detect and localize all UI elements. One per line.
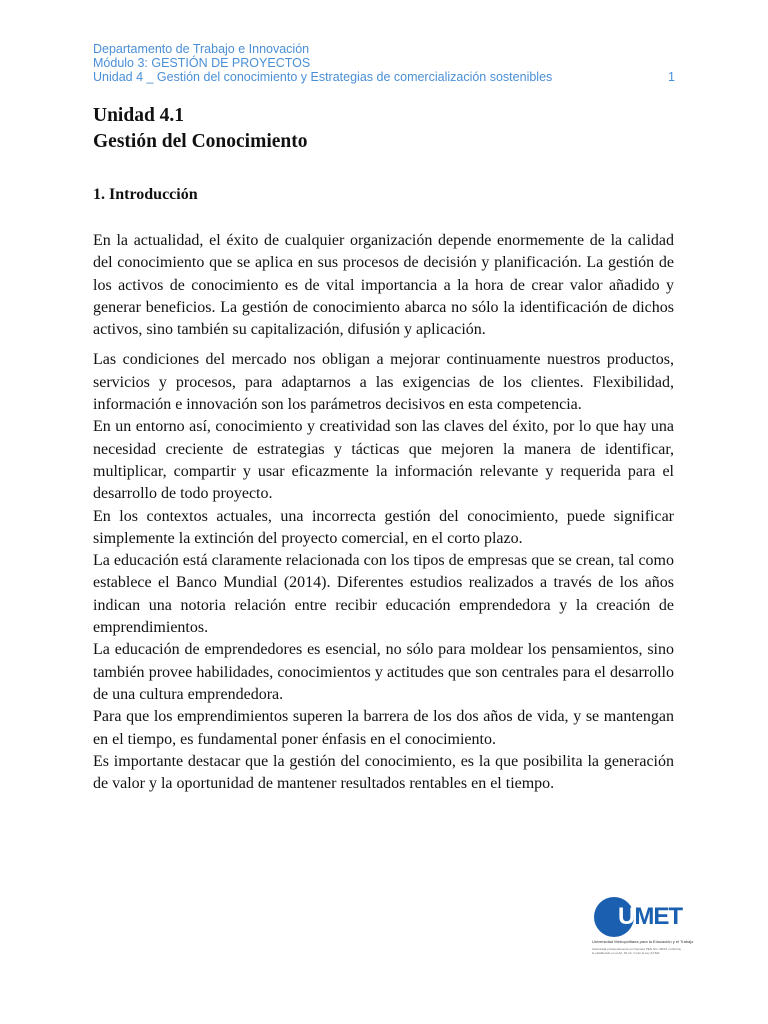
- paragraph: La educación de emprendedores es esencial, no sólo para moldear los pensamientos, sino también provee habilidades, conocimientos y actitudes que son centrales para el desarrollo de una cultura emprendedora.: [93, 641, 674, 703]
- section-heading: 1. Introducción: [93, 186, 198, 203]
- title-topic: Gestión del Conocimiento: [93, 131, 308, 152]
- logo-tagline: Universidad Metropolitana para la Educación y el Trabajo: [592, 939, 694, 944]
- paragraph: Para que los emprendimientos superen la barrera de los dos años de vida, y se mantengan en el tiempo, es fundamental poner énfasis en el conocimiento.: [93, 708, 674, 748]
- paragraph: Las condiciones del mercado nos obligan a mejorar continuamente nuestros productos, servicios y procesos, para adaptarnos a las exigencias de los clientes. Flexibilidad, información e innovación son los parámetros decisivos en esta competencia.: [93, 351, 674, 414]
- header-module: Módulo 3: GESTIÓN DE PROYECTOS: [93, 56, 311, 70]
- logo-fine-print: Autorizada provisoriamente por Decreto PEN Nro. 68/13, conforme lo establecido en el Art. 64 inc. C) de la Ley 24.521: [592, 947, 682, 955]
- page-header: [93, 42, 683, 84]
- paragraph: En los contextos actuales, una incorrecta gestión del conocimiento, puede significar simplemente la extinción del proyecto comercial, en el corto plazo.: [93, 507, 674, 547]
- paragraph: En la actualidad, el éxito de cualquier organización depende enormemente de la calidad del conocimiento que se aplica en sus procesos de decisión y planificación. La gestión de los activos de conocimiento es de vital importancia a la hora de crear valor añadido y generar beneficios. La gestión de conocimiento abarca no sólo la identificación de dichos activos, sino también su capitalización, difusión y aplicación.: [93, 232, 674, 339]
- header-unit: Unidad 4 _ Gestión del conocimiento y Estrategias de comercialización sostenibles: [93, 70, 553, 84]
- document-title: [93, 103, 308, 155]
- title-unit: Unidad 4.1: [93, 105, 185, 126]
- header-department: Departamento de Trabajo e Innovación: [93, 42, 310, 56]
- paragraph: En un entorno así, conocimiento y creatividad son las claves del éxito, por lo que hay una necesidad creciente de estrategias y tácticas que mejoren la manera de identificar, multiplicar, compartir y usar eficazmente la información relevante y requerida para el desarrollo de todo proyecto.: [93, 418, 674, 503]
- umet-logo: [592, 895, 694, 965]
- page-number: 1: [668, 70, 675, 84]
- paragraph: La educación está claramente relacionada con los tipos de empresas que se crean, tal como establece el Banco Mundial (2014). Diferentes estudios realizados a través de los años indican una notoria relación entre recibir educación emprendedora y la creación de emprendimientos.: [93, 552, 674, 637]
- body-text: [93, 230, 674, 795]
- logo-wordmark: UMET: [618, 903, 683, 930]
- paragraph: Es importante destacar que la gestión del conocimiento, es la que posibilita la generación de valor y la oportunidad de mantener resultados rentables en el tiempo.: [93, 752, 674, 793]
